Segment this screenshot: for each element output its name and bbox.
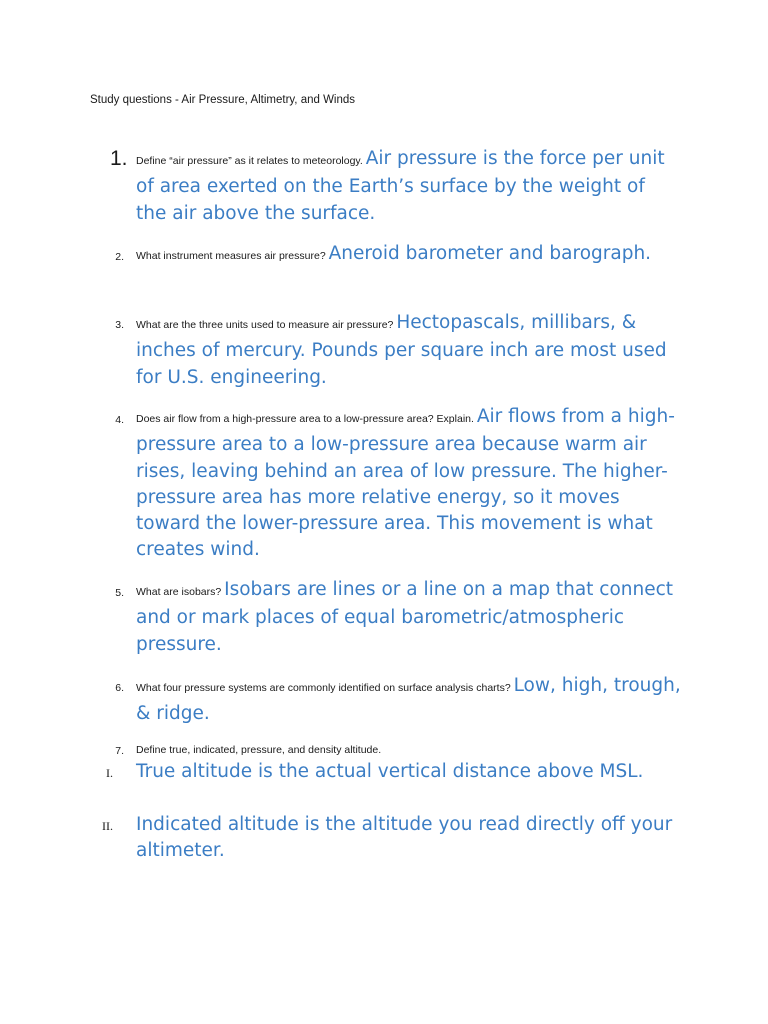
answer-text: Hectopascals, millibars, & inches of mercury. Pounds per square inch are most used for U.S. engineering. [136, 312, 667, 388]
question-number: 2. [115, 251, 124, 263]
question-text: Does air flow from a high-pressure area to a low-pressure area? Explain. [136, 413, 477, 425]
answer-text: Air flows from a high-pressure area to a low-pressure area because warm air rises, leaving behind an area of low pressure. The higher-pressure area has more relative energy, so it moves toward the lower-pressure area. This movement is what creates wind. [136, 406, 675, 561]
sub-answer-text: Indicated altitude is the altitude you read directly off your altimeter. [136, 814, 673, 862]
question-number: 1. [110, 147, 128, 170]
question-number: 6. [115, 682, 124, 694]
answer-text: Isobars are lines or a line on a map that connect and or mark places of equal barometric/atmospheric pressure. [136, 579, 674, 655]
question-item [136, 146, 681, 227]
question-item [136, 577, 681, 658]
question-number: 5. [115, 587, 124, 599]
question-item [136, 738, 681, 760]
roman-numeral: I. [106, 766, 113, 780]
question-number: 4. [115, 414, 124, 426]
answer-text: Aneroid barometer and barograph. [328, 243, 652, 264]
question-text: What are the three units used to measure air pressure? [136, 319, 397, 331]
question-number: 7. [115, 745, 124, 757]
question-item [136, 310, 681, 391]
question-text: Define true, indicated, pressure, and density altitude. [136, 744, 382, 756]
question-text: What instrument measures air pressure? [136, 250, 329, 262]
question-text: What four pressure systems are commonly identified on surface analysis charts? [136, 682, 514, 694]
document-title: Study questions - Air Pressure, Altimetry, and Winds [90, 94, 356, 106]
roman-numeral: II. [102, 819, 113, 833]
question-number: 3. [115, 319, 124, 331]
answer-text: Low, high, trough, & ridge. [136, 675, 681, 725]
question-item [136, 241, 681, 269]
question-text: What are isobars? [136, 586, 225, 598]
question-text: Define “air pressure” as it relates to meteorology. [136, 155, 366, 167]
question-item [136, 673, 681, 728]
question-item [136, 404, 681, 564]
answer-text: Air pressure is the force per unit of area exerted on the Earth’s surface by the weight of the air above the surface. [136, 148, 665, 224]
sub-answer-text: True altitude is the actual vertical distance above MSL. [136, 761, 644, 782]
